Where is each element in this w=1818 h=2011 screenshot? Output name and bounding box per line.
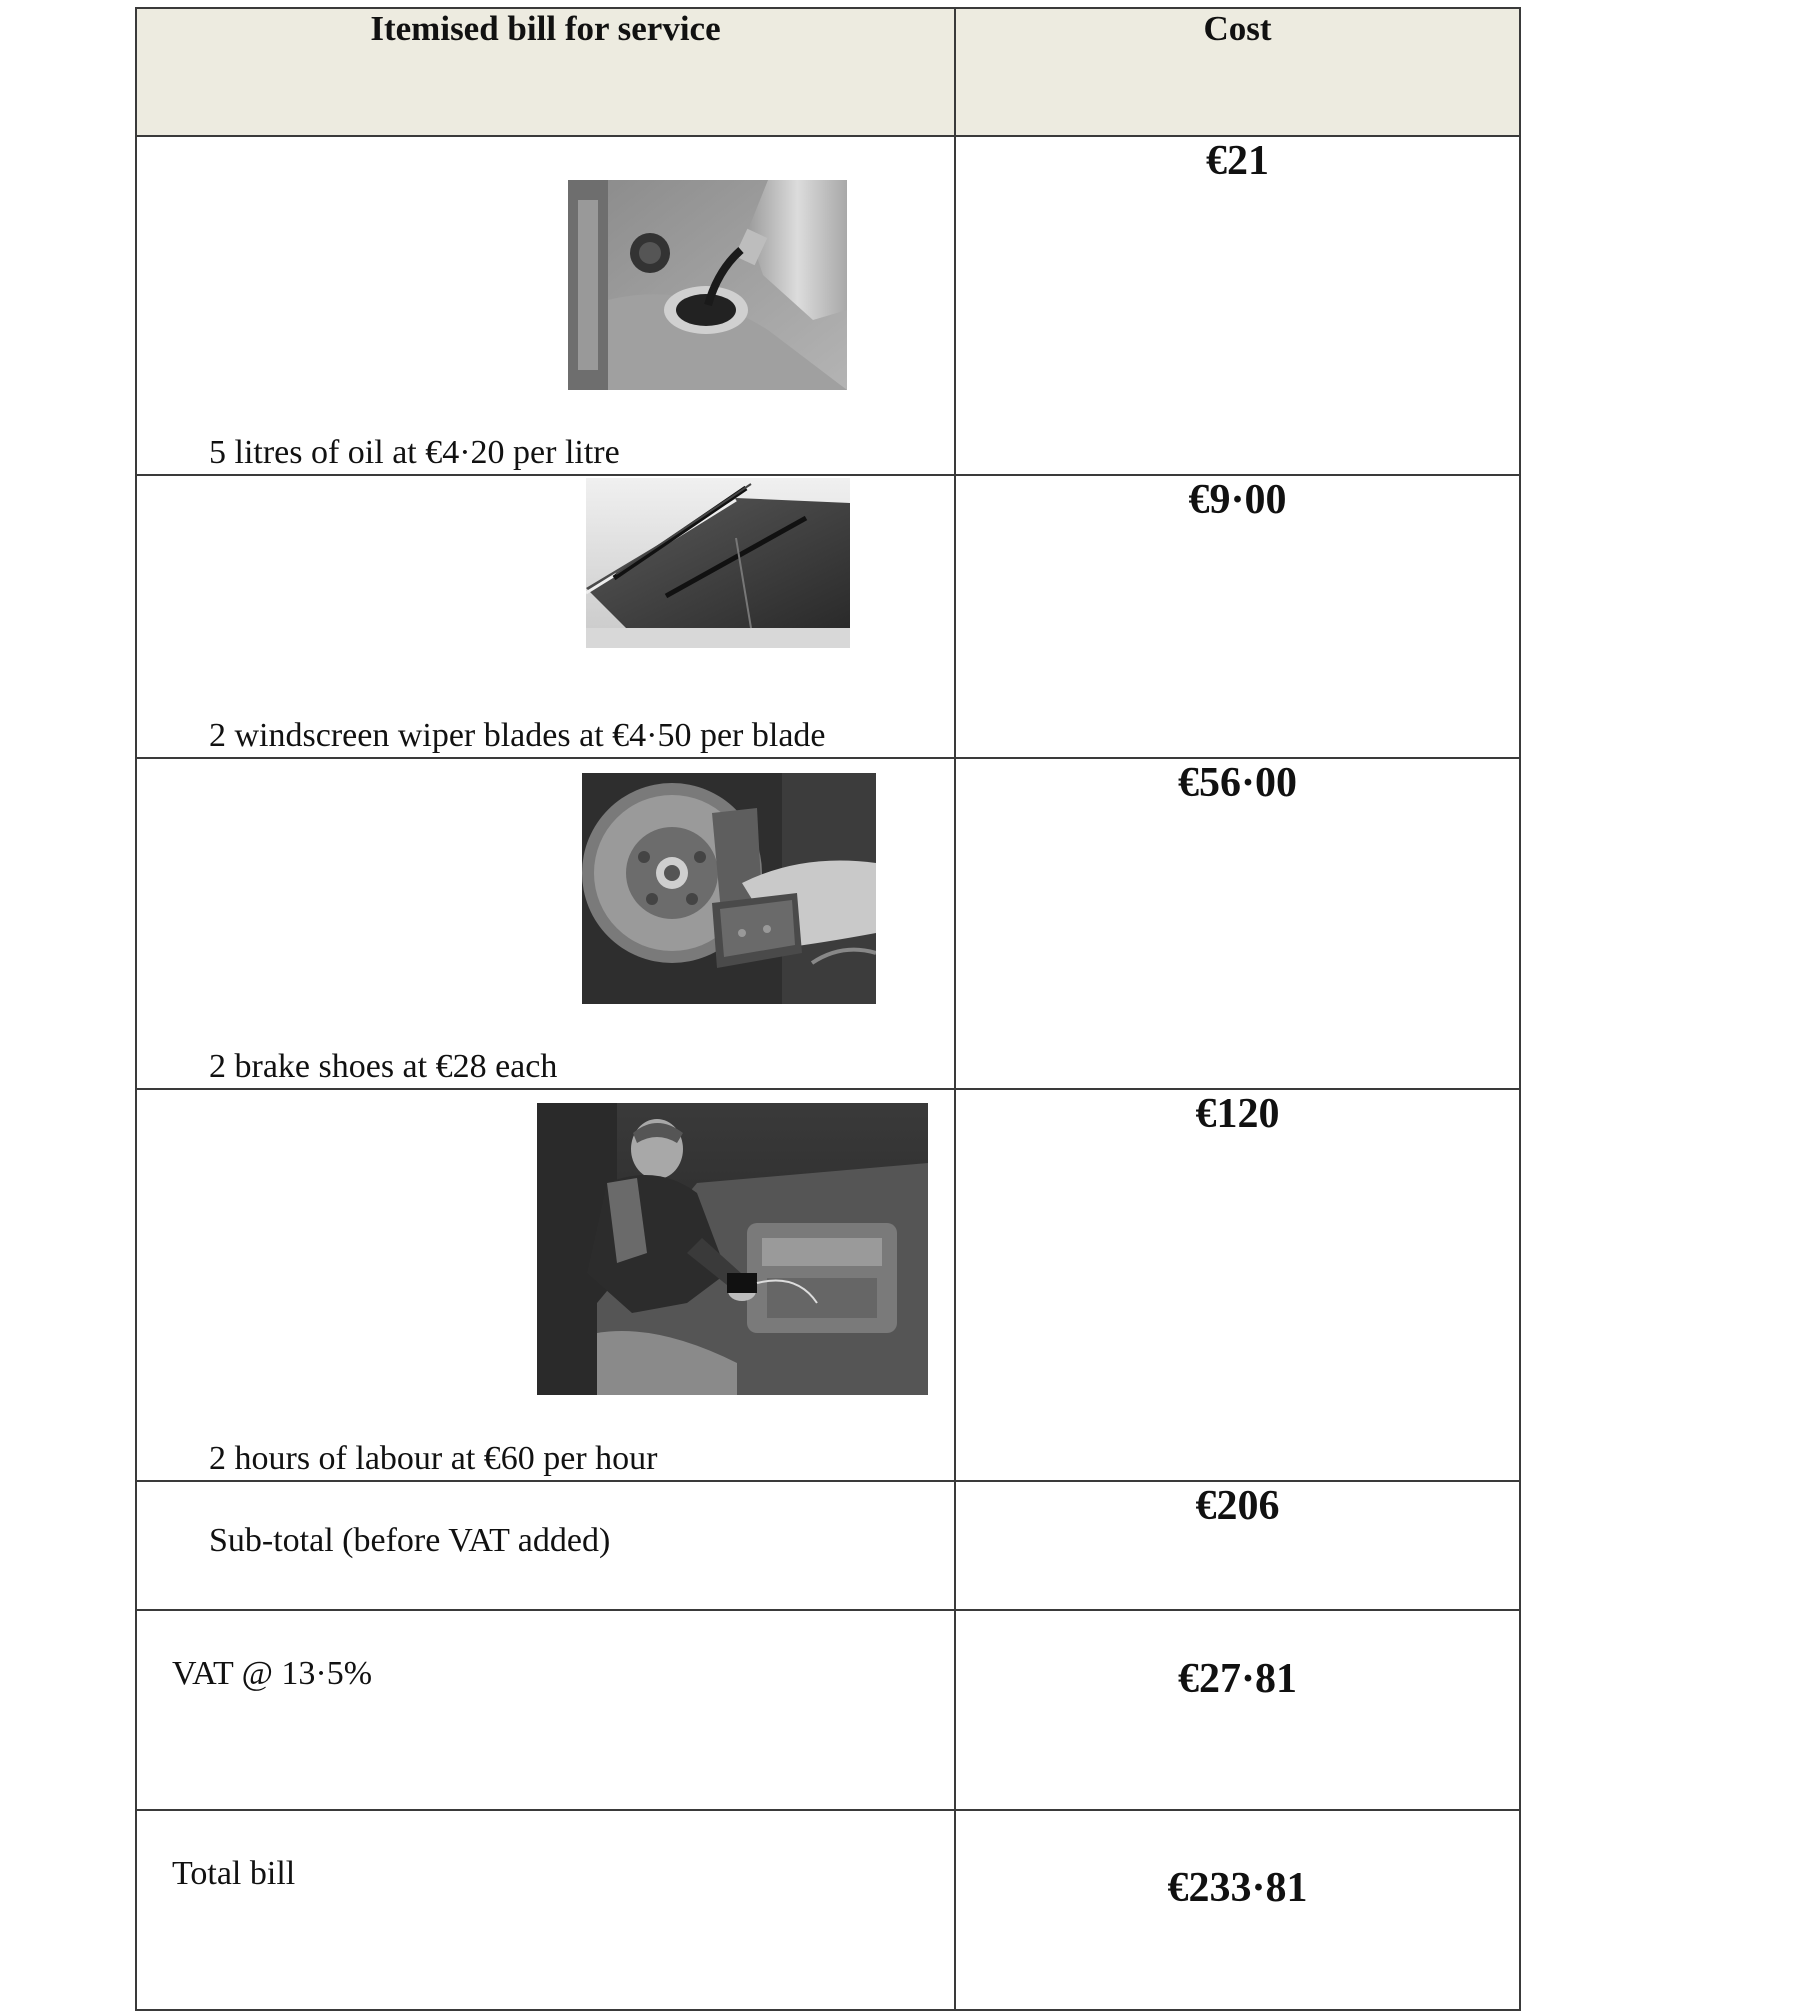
vat-label: VAT @ 13·5% <box>172 1655 373 1692</box>
item-cell-labour <box>136 1089 955 1481</box>
subtotal-label-cell <box>136 1481 955 1610</box>
item-cost: €9·00 <box>955 475 1520 758</box>
table-row <box>136 475 1520 758</box>
brake-photo <box>582 773 876 1004</box>
mechanic-photo <box>537 1103 928 1395</box>
header-cost-column: Cost <box>955 8 1520 136</box>
total-label-cell <box>136 1810 955 2010</box>
vat-cost: €27·81 <box>955 1610 1520 1810</box>
item-label: 2 hours of labour at €60 per hour <box>209 1440 658 1477</box>
table-header-row <box>136 8 1520 136</box>
table-row <box>136 1089 1520 1481</box>
oil-photo <box>568 180 847 390</box>
subtotal-cost: €206 <box>955 1481 1520 1610</box>
total-label: Total bill <box>172 1855 296 1892</box>
wiper-photo <box>586 478 850 648</box>
header-item-column: Itemised bill for service <box>136 8 955 136</box>
subtotal-label: Sub-total (before VAT added) <box>209 1522 611 1559</box>
item-cost: €120 <box>955 1089 1520 1481</box>
total-row <box>136 1810 1520 2010</box>
item-cell-brakes <box>136 758 955 1089</box>
item-cost: €21 <box>955 136 1520 475</box>
item-cell-oil <box>136 136 955 475</box>
item-cell-wipers <box>136 475 955 758</box>
item-label: 2 windscreen wiper blades at €4·50 per blade <box>209 717 826 754</box>
table-row <box>136 758 1520 1089</box>
subtotal-row <box>136 1481 1520 1610</box>
total-cost: €233·81 <box>955 1810 1520 2010</box>
item-label: 2 brake shoes at €28 each <box>209 1048 558 1085</box>
item-label: 5 litres of oil at €4·20 per litre <box>209 434 620 471</box>
vat-row <box>136 1610 1520 1810</box>
itemised-bill-table <box>135 7 1521 2011</box>
table-row <box>136 136 1520 475</box>
vat-label-cell <box>136 1610 955 1810</box>
item-cost: €56·00 <box>955 758 1520 1089</box>
